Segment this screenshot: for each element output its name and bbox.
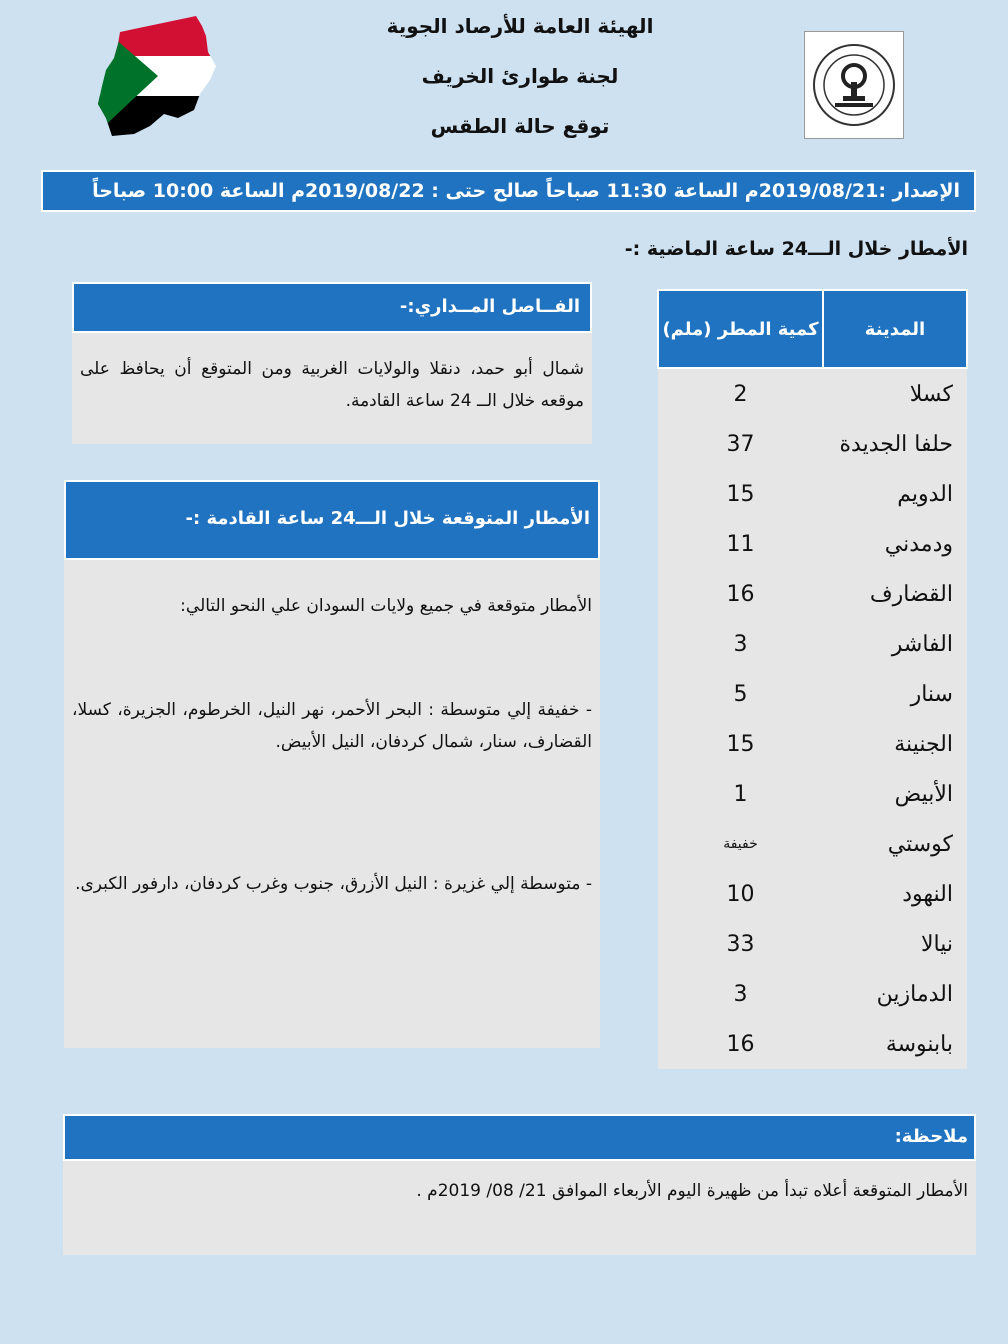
amount-cell: 2 [658, 368, 823, 419]
amount-cell: 3 [658, 969, 823, 1019]
city-cell: بابنوسة [823, 1019, 967, 1069]
rain-table [657, 289, 968, 1069]
col-city-header: المدينة [823, 290, 967, 368]
table-row [658, 969, 967, 1019]
table-row [658, 719, 967, 769]
forecast-item-moderate-heavy: - متوسطة إلي غزيرة : النيل الأزرق، جنوب وغرب كردفان، دارفور الكبرى. [75, 874, 592, 894]
table-row [658, 869, 967, 919]
table-row [658, 569, 967, 619]
amount-cell: 16 [658, 1019, 823, 1069]
city-cell: القضارف [823, 569, 967, 619]
note-box-body [63, 1161, 976, 1255]
col-amount-header: كمية المطر (ملم) [658, 290, 823, 368]
sudan-flag-map-icon [98, 14, 222, 136]
city-cell: ودمدني [823, 519, 967, 569]
itcz-title: الفــاصل المــداري:- [399, 296, 580, 317]
city-cell: كسلا [823, 368, 967, 419]
table-row [658, 469, 967, 519]
committee-name: لجنة طوارئ الخريف [421, 64, 619, 88]
amount-cell: 37 [658, 419, 823, 469]
city-cell: نيالا [823, 919, 967, 969]
itcz-text: شمال أبو حمد، دنقلا والولايات الغربية ومن المتوقع أن يحافظ على موقعه خلال الــ 24 ساعة القادمة. [80, 359, 584, 411]
note-box-header [63, 1114, 976, 1161]
city-cell: النهود [823, 869, 967, 919]
table-row [658, 1019, 967, 1069]
amount-cell: 11 [658, 519, 823, 569]
issue-validity-text: الإصدار :2019/08/21م الساعة 11:30 صباحاً صالح حتى : 2019/08/22م الساعة 10:00 صباحاً [92, 180, 960, 202]
document-title: توقع حالة الطقس [430, 114, 610, 138]
forecast-box-header [64, 480, 600, 560]
table-row [658, 669, 967, 719]
amount-cell: 5 [658, 669, 823, 719]
meteorological-authority-logo-icon [804, 31, 904, 139]
note-text: الأمطار المتوقعة أعلاه تبدأ من ظهيرة اليوم الأربعاء الموافق 21/ 08/ 2019م . [416, 1181, 968, 1201]
forecast-intro: الأمطار متوقعة في جميع ولايات السودان علي النحو التالي: [180, 596, 592, 616]
forecast-box-body [64, 560, 600, 1048]
rain-24h-title: الأمطار خلال الـــ24 ساعة الماضية :- [624, 238, 968, 260]
forecast-item-light-moderate: - خفيفة إلي متوسطة : البحر الأحمر، نهر النيل، الخرطوم، الجزيرة، كسلا، القضارف، سنار، شمال كردفان، النيل الأبيض. [72, 700, 592, 752]
amount-cell: 16 [658, 569, 823, 619]
city-cell: الجنينة [823, 719, 967, 769]
city-cell: كوستي [823, 819, 967, 869]
amount-cell: 15 [658, 469, 823, 519]
table-row [658, 619, 967, 669]
table-row [658, 419, 967, 469]
itcz-box-header [72, 282, 592, 333]
city-cell: الأبيض [823, 769, 967, 819]
org-name: الهيئة العامة للأرصاد الجوية [386, 14, 654, 38]
table-row [658, 769, 967, 819]
table-row [658, 368, 967, 419]
city-cell: سنار [823, 669, 967, 719]
forecast-title: الأمطار المتوقعة خلال الـــ24 ساعة القادمة :- [185, 508, 590, 529]
table-row [658, 519, 967, 569]
amount-cell: 33 [658, 919, 823, 969]
amount-cell: 1 [658, 769, 823, 819]
amount-cell: 3 [658, 619, 823, 669]
note-title: ملاحظة: [894, 1126, 968, 1147]
city-cell: حلفا الجديدة [823, 419, 967, 469]
city-cell: الدمازين [823, 969, 967, 1019]
table-row [658, 819, 967, 869]
amount-cell: 10 [658, 869, 823, 919]
city-cell: الدويم [823, 469, 967, 519]
issue-validity-bar [41, 170, 976, 212]
city-cell: الفاشر [823, 619, 967, 669]
table-row [658, 919, 967, 969]
amount-cell: 15 [658, 719, 823, 769]
itcz-box-body [72, 333, 592, 444]
amount-cell: خفيفة [658, 819, 823, 869]
